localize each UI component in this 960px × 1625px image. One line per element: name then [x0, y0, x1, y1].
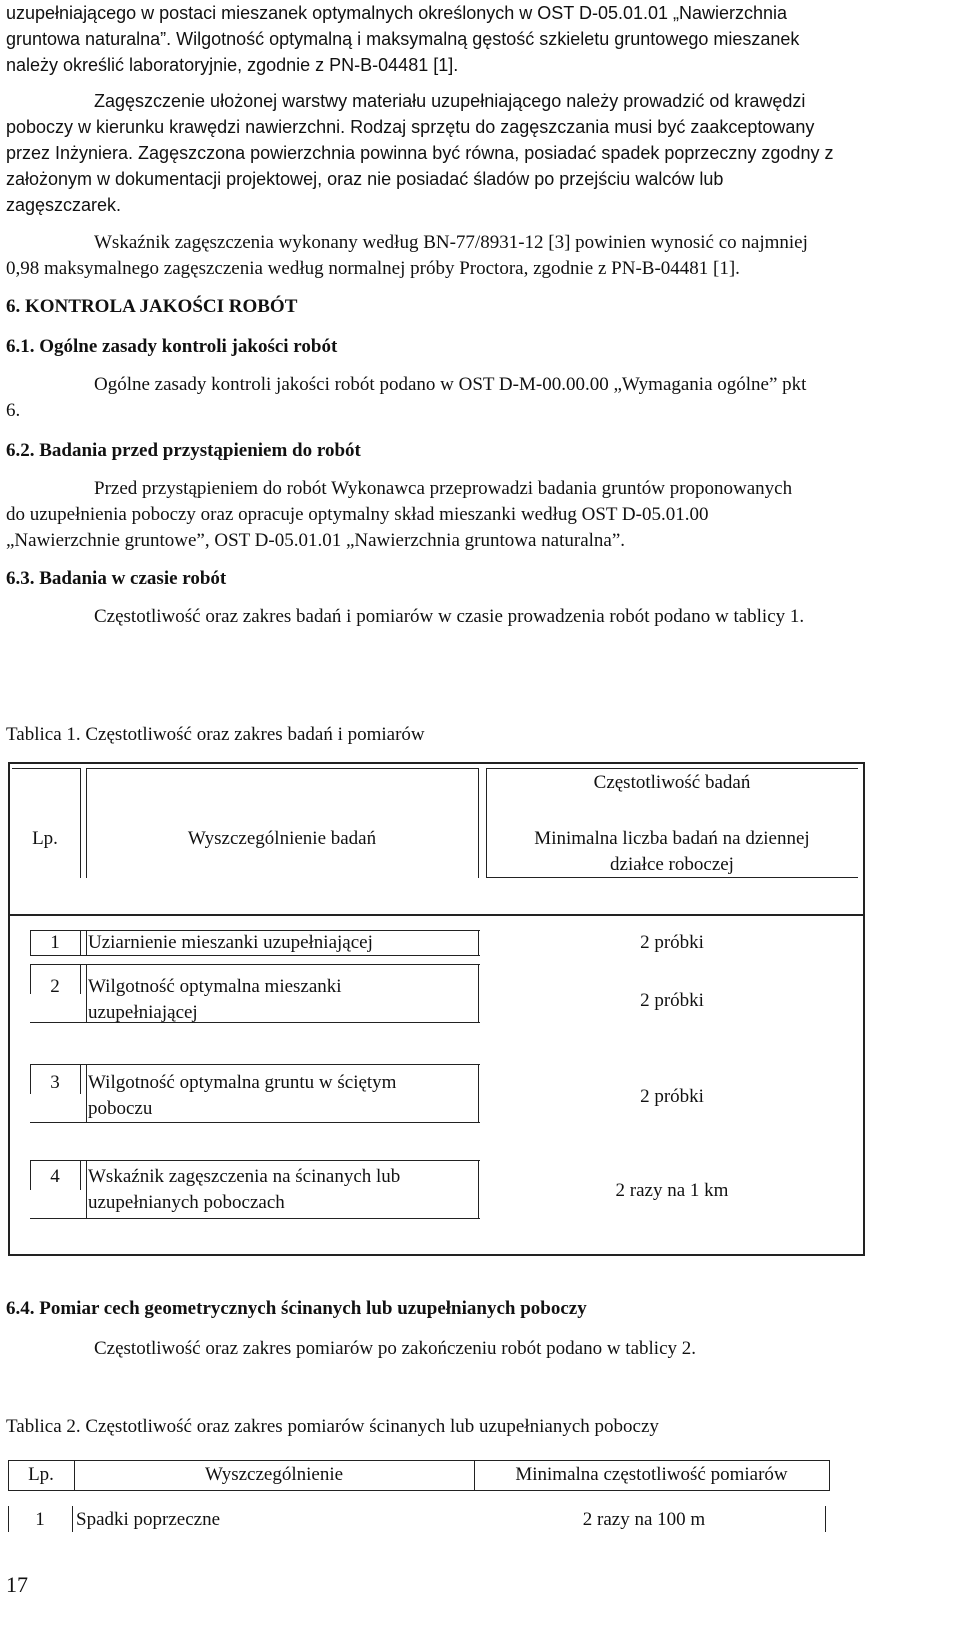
intro-line: uzupełniającego w postaci mieszanek optymalnych określonych w OST D-05.01.01 „Nawierzchnia: [6, 3, 788, 23]
table-row-desc: poboczu: [88, 1098, 153, 1119]
table-rule: [80, 964, 81, 994]
subsection-heading: 6.4. Pomiar cech geometrycznych ścinanych lub uzupełnianych poboczy: [6, 1298, 587, 1319]
section-heading: 6. KONTROLA JAKOŚCI ROBÓT: [6, 296, 298, 317]
subsection-heading: 6.2. Badania przed przystąpieniem do robót: [6, 440, 361, 461]
intro-line: 0,98 maksymalnego zagęszczenia według normalnej próby Proctora, zgodnie z PN-B-04481 [1].: [6, 258, 740, 279]
table-rule: [863, 762, 865, 916]
table-rule: [8, 916, 10, 1256]
table-header-desc: Wyszczególnienie: [204, 1464, 344, 1485]
table-rule: [8, 762, 865, 764]
table-header-freq-group: Częstotliwość badań: [593, 772, 751, 793]
paragraph: Częstotliwość oraz zakres badań i pomiarów w czasie prowadzenia robót podano w tablicy 1.: [94, 606, 805, 627]
table-rule: [8, 914, 865, 916]
table-header-lp: Lp.: [32, 828, 58, 849]
table-rule: [80, 1160, 81, 1190]
table1-caption: Tablica 1. Częstotliwość oraz zakres badań i pomiarów: [6, 724, 425, 745]
table-rule: [30, 1160, 480, 1161]
intro-line: Zagęszczenie ułożonej warstwy materiału uzupełniającego należy prowadzić od krawędzi: [94, 91, 806, 111]
table-rule: [863, 916, 865, 1256]
table-rule: [30, 964, 480, 965]
table-row-desc: Uziarnienie mieszanki uzupełniającej: [88, 932, 373, 953]
table-rule: [8, 1460, 830, 1461]
paragraph-line: „Nawierzchnie gruntowe”, OST D-05.01.01 „Nawierzchnia gruntowa naturalna”.: [6, 530, 626, 551]
paragraph-line: Przed przystąpieniem do robót Wykonawca przeprowadzi badania gruntów proponowanych: [94, 478, 793, 499]
table-rule: [478, 768, 479, 878]
table-row-desc: Spadki poprzeczne: [76, 1509, 221, 1530]
table-row-lp: 1: [50, 932, 60, 953]
page-number: 17: [6, 1572, 28, 1597]
intro-line: należy określić laboratoryjnie, zgodnie z PN-B-04481 [1].: [6, 55, 459, 75]
subsection-heading: 6.3. Badania w czasie robót: [6, 568, 227, 589]
table-header-freq: Minimalna liczba badań na dziennej: [534, 828, 810, 849]
table-rule: [86, 964, 87, 1022]
intro-line: założonym w dokumentacji projektowej, oraz nie posiadać śladów po przejściu walców lub: [6, 169, 724, 189]
table-rule: [478, 964, 479, 1022]
table-row-desc: Wilgotność optymalna gruntu w ściętym: [88, 1072, 397, 1093]
table-row-lp: 4: [50, 1166, 60, 1187]
table-row-lp: 2: [50, 976, 60, 997]
table-row-freq: 2 próbki: [640, 990, 704, 1011]
table-rule: [12, 768, 80, 769]
table-row-desc: uzupełniającej: [88, 1002, 198, 1023]
table-header-freq: działce roboczej: [610, 854, 734, 875]
table-rule: [72, 1506, 73, 1532]
table-rule: [80, 768, 81, 878]
table-rule: [486, 768, 858, 769]
paragraph: 6.: [6, 400, 21, 421]
table-row-freq: 2 próbki: [640, 932, 704, 953]
table-row-freq: 2 próbki: [640, 1086, 704, 1107]
table-rule: [86, 1064, 87, 1122]
table-rule: [8, 762, 10, 916]
table-rule: [30, 1122, 480, 1123]
paragraph: Ogólne zasady kontroli jakości robót podano w OST D-M-00.00.00 „Wymagania ogólne” pkt: [94, 374, 807, 395]
table-row-desc: Wilgotność optymalna mieszanki: [88, 976, 342, 997]
table-rule: [478, 930, 479, 956]
table-row-freq: 2 razy na 100 m: [582, 1509, 706, 1530]
table-header-lp: Lp.: [28, 1464, 54, 1485]
table-header-desc: Wyszczególnienie badań: [187, 828, 377, 849]
table-header-freq: Minimalna częstotliwość pomiarów: [515, 1464, 788, 1485]
intro-line: zagęszczarek.: [6, 195, 122, 215]
table-row-lp: 3: [50, 1072, 60, 1093]
table-row-lp: 1: [35, 1509, 45, 1530]
table-row-desc: uzupełnianych poboczach: [88, 1192, 285, 1213]
table-rule: [8, 1490, 830, 1491]
table-rule: [86, 930, 87, 956]
table-rule: [30, 1064, 480, 1065]
subsection-heading: 6.1. Ogólne zasady kontroli jakości robót: [6, 336, 338, 357]
paragraph: Częstotliwość oraz zakres pomiarów po zakończeniu robót podano w tablicy 2.: [94, 1338, 697, 1359]
table-rule: [30, 1218, 480, 1219]
table-rule: [80, 1064, 81, 1094]
intro-line: gruntowa naturalna”. Wilgotność optymalną i maksymalną gęstość szkieletu gruntowego mieszanek: [6, 29, 800, 49]
table-rule: [8, 1254, 865, 1256]
paragraph-line: do uzupełnienia poboczy oraz opracuje optymalny skład mieszanki według OST D-05.01.00: [6, 504, 709, 525]
table-row-desc: Wskaźnik zagęszczenia na ścinanych lub: [88, 1166, 401, 1187]
table-rule: [829, 1460, 830, 1491]
table-rule: [86, 1160, 87, 1218]
table-rule: [478, 1160, 479, 1218]
table-rule: [86, 768, 478, 769]
table-rule: [486, 768, 487, 878]
table2-caption: Tablica 2. Częstotliwość oraz zakres pomiarów ścinanych lub uzupełnianych poboczy: [6, 1416, 659, 1437]
table-rule: [478, 1064, 479, 1122]
table-row-freq: 2 razy na 1 km: [615, 1180, 729, 1201]
intro-line: poboczy w kierunku krawędzi nawierzchni. Rodzaj sprzętu do zagęszczania musi być zaakceptowany: [6, 117, 815, 137]
intro-line: Wskaźnik zagęszczenia wykonany według BN-77/8931-12 [3] powinien wynosić co najmniej: [94, 232, 808, 253]
intro-line: przez Inżyniera. Zagęszczona powierzchnia powinna być równa, posiadać spadek poprzeczny zgodny z: [6, 143, 834, 163]
table-rule: [825, 1506, 826, 1532]
table-rule: [86, 768, 87, 878]
table-rule: [80, 930, 81, 956]
